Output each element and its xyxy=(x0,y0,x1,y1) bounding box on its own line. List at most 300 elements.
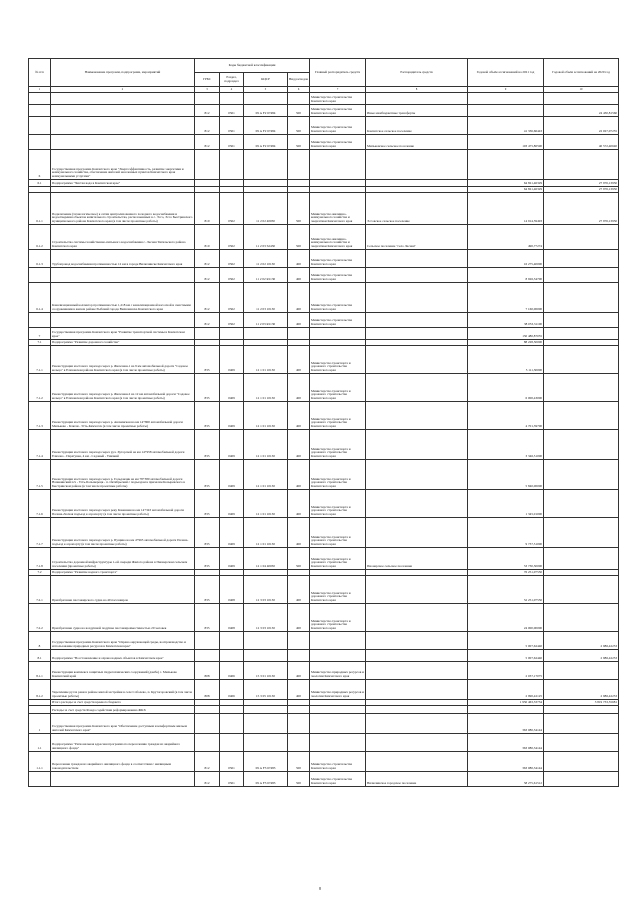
row-vr: 400 xyxy=(288,662,310,680)
row-vr: 400 xyxy=(288,430,310,460)
row-grbs xyxy=(195,734,220,752)
row-volume-2 xyxy=(544,402,619,430)
row-vr: 400 xyxy=(288,680,310,700)
header-codes-group: Коды бюджетной классификации xyxy=(195,59,310,73)
table-row xyxy=(29,328,619,340)
row-ksr: 11 2 03 10130 xyxy=(244,283,288,313)
table-row xyxy=(29,268,619,283)
row-grbs: 812 xyxy=(195,117,220,135)
row-grbs: 812 xyxy=(195,250,220,268)
row-ksr: 12 1 01 10130 xyxy=(244,402,288,430)
row-volume-2 xyxy=(544,283,619,313)
row-grbs xyxy=(195,150,220,180)
row-volume-2: 24 430,81560 xyxy=(544,105,619,117)
row-number: 6.1.4 xyxy=(29,283,51,313)
table-row xyxy=(29,430,619,460)
table-row xyxy=(29,548,619,570)
row-number: 7.1.7 xyxy=(29,518,51,548)
row-name: Реконструкция мостового перехода через реку Каменная на км 14+343 автомобильной дороги Палана-Лесная подъезд к аэропорту (в том числе проектные работы) xyxy=(51,490,195,518)
row-vr xyxy=(288,734,310,752)
row-name xyxy=(51,135,195,150)
row-main-admin: Министерство строительства Камчатского края xyxy=(310,105,366,117)
row-name: Государственная программа Камчатского края "Энергоэффективность, развитие энергетики и коммунального хозяйства, обеспечение жителей населенных пунктов Камчатского края коммунальными услугами" xyxy=(51,150,195,180)
row-volume-1: 363 080,34144 xyxy=(468,714,544,734)
row-volume-2 xyxy=(544,734,619,752)
row-volume-1: 58 275,61512 xyxy=(468,772,544,787)
row-razdel: 0409 xyxy=(220,402,244,430)
row-main-admin: Министерство транспорта и дорожного строительства Камчатского края xyxy=(310,402,366,430)
row-main-admin: Министерство транспорта и дорожного строительства Камчатского края xyxy=(310,548,366,570)
row-number: 7 xyxy=(29,328,51,340)
table-row xyxy=(29,250,619,268)
row-main-admin: Министерство строительства Камчатского края xyxy=(310,250,366,268)
row-recipient xyxy=(366,374,468,402)
table-row xyxy=(29,313,619,328)
row-grbs: 835 xyxy=(195,430,220,460)
row-name: Подпрограмма "Восстановление и охрана водных объектов в Камчатском крае" xyxy=(51,650,195,662)
row-recipient xyxy=(366,250,468,268)
row-ksr: 12 3 03 10130 xyxy=(244,576,288,604)
table-row xyxy=(29,706,619,714)
row-number: 7.1.1 xyxy=(29,346,51,374)
row-grbs: 835 xyxy=(195,604,220,632)
row-vr: 400 xyxy=(288,576,310,604)
row-recipient xyxy=(366,518,468,548)
table-row xyxy=(29,460,619,490)
table-row xyxy=(29,680,619,700)
header-name: Наименование программ, подпрограмм, мероприятий xyxy=(51,59,195,87)
row-volume-2 xyxy=(544,604,619,632)
table-row xyxy=(29,734,619,752)
row-vr: 400 xyxy=(288,490,310,518)
row-volume-2: 2 986,42253 xyxy=(544,680,619,700)
row-grbs: 812 xyxy=(195,135,220,150)
row-name: Строительство системы хозяйственно-питьевого водоснабжения с. Лесная Тигильского района Камчатского края xyxy=(51,225,195,250)
row-main-admin: Министерство транспорта и дорожного строительства Камчатского края xyxy=(310,490,366,518)
row-recipient xyxy=(366,402,468,430)
row-number: 8.1.1 xyxy=(29,662,51,680)
row-recipient xyxy=(366,430,468,460)
row-volume-1: 1 345,01000 xyxy=(468,490,544,518)
row-grbs: 835 xyxy=(195,460,220,490)
row-vr xyxy=(288,180,310,187)
row-ksr: 12 1 04 40030 xyxy=(244,548,288,570)
row-volume-1: 7 160,00000 xyxy=(468,283,544,313)
table-row xyxy=(29,117,619,135)
row-vr: 400 xyxy=(288,374,310,402)
row-ksr: 12 1 01 10130 xyxy=(244,460,288,490)
row-ksr: 09 А F2 67484 xyxy=(244,135,288,150)
row-vr: 400 xyxy=(288,460,310,490)
row-volume-1 xyxy=(468,706,544,714)
row-vr: 500 xyxy=(288,225,310,250)
row-number: 7.2.1 xyxy=(29,576,51,604)
row-ksr: 11 2 03 R1130 xyxy=(244,313,288,328)
row-name: Подключение (технологическое) к сетям централизованного холодного водоснабжения и водоотведения объектов капитального строительства, расположенных в с. Эссо, Эссо Быстринского муниципального района Камчатского края (в том числе проектные работы) xyxy=(51,193,195,225)
row-razdel: 0406 xyxy=(220,680,244,700)
row-vr: 400 xyxy=(288,518,310,548)
row-recipient xyxy=(366,268,468,283)
row-volume-2 xyxy=(544,268,619,283)
row-vr: 400 xyxy=(288,402,310,430)
header-volume-2: Годовой объём ассигнований на 2020 год xyxy=(544,59,619,87)
row-volume-2 xyxy=(544,313,619,328)
row-number: 6.1.3 xyxy=(29,250,51,268)
row-number: 7.1.5 xyxy=(29,460,51,490)
row-volume-1: 16 275,40000 xyxy=(468,250,544,268)
row-volume-2 xyxy=(544,490,619,518)
row-recipient: Эссовское сельское поселение xyxy=(366,193,468,225)
row-number xyxy=(29,706,51,714)
row-name: Реконструкция мостового перехода через р. Железная-1 на 9 км автомобильной дороги "Садовое кольцо" в Елизовском районе Камчатского края (в том числе проектные работы) xyxy=(51,346,195,374)
row-main-admin: Министерство строительства Камчатского края xyxy=(310,752,366,772)
row-recipient: Иные межбюджетные трансферты xyxy=(366,105,468,117)
row-volume-1: 14 914,59493 xyxy=(468,193,544,225)
row-volume-1: 64 821,46329 xyxy=(468,187,544,193)
row-main-admin: Министерство транспорта и дорожного строительства Камчатского края xyxy=(310,430,366,460)
row-ksr: 12 3 03 10130 xyxy=(244,604,288,632)
row-main-admin xyxy=(310,734,366,752)
row-volume-1: 3 346,51000 xyxy=(468,430,544,460)
row-razdel: 0409 xyxy=(220,548,244,570)
row-recipient xyxy=(366,93,468,105)
row-volume-2 xyxy=(544,225,619,250)
row-number: 7.1.8 xyxy=(29,548,51,570)
row-vr: 400 xyxy=(288,604,310,632)
row-grbs xyxy=(195,632,220,650)
row-main-admin: Министерство строительства Камчатского края xyxy=(310,268,366,283)
column-number: 2 xyxy=(51,87,195,93)
row-number: 7.1 xyxy=(29,340,51,346)
row-name: Подпрограмма "Чистая вода в Камчатском крае" xyxy=(51,180,195,187)
row-number: 8.1 xyxy=(29,650,51,662)
row-vr: 500 xyxy=(288,548,310,570)
table-row xyxy=(29,576,619,604)
row-grbs xyxy=(195,328,220,340)
row-volume-1: 2 037,17075 xyxy=(468,662,544,680)
row-vr: 400 xyxy=(288,250,310,268)
row-name: Переселение граждан из аварийного жилищного фонда в соответствии с жилищным законодательством xyxy=(51,752,195,772)
row-grbs: 812 xyxy=(195,313,220,328)
table-row xyxy=(29,105,619,117)
row-vr: 500 xyxy=(288,135,310,150)
row-volume-1: 52 251,07550 xyxy=(468,576,544,604)
row-razdel: 0502 xyxy=(220,283,244,313)
row-number: 8.1.2 xyxy=(29,680,51,700)
row-razdel: 0409 xyxy=(220,430,244,460)
row-recipient xyxy=(366,346,468,374)
row-name: Реконструкция мостового перехода через руч. Хуторской на км 14+958 автомобильной дороги Елизово - Паратунка, 4 км - Садовый - Унизкий xyxy=(51,430,195,460)
budget-table xyxy=(28,58,619,787)
row-vr xyxy=(288,632,310,650)
row-recipient xyxy=(366,752,468,772)
row-volume-1: 41 336,66443 xyxy=(468,117,544,135)
row-volume-1 xyxy=(468,93,544,105)
table-row xyxy=(29,662,619,680)
row-razdel xyxy=(220,714,244,734)
row-volume-2 xyxy=(544,518,619,548)
row-volume-2: 27 976,13950 xyxy=(544,180,619,187)
row-number: 1.1 xyxy=(29,734,51,752)
row-name: Подпрограмма "Развитие водного транспорта" xyxy=(51,570,195,576)
row-main-admin: Министерство жилищно-коммунального хозяйства и энергетики Камчатского края xyxy=(310,225,366,250)
row-ksr: 09 А F3 67483 xyxy=(244,752,288,772)
row-volume-1 xyxy=(468,105,544,117)
row-number: 8 xyxy=(29,632,51,650)
header-ksr: КЦСР xyxy=(244,73,288,87)
row-ksr: 11 2 03 S2430 xyxy=(244,225,288,250)
row-ksr xyxy=(244,706,288,714)
row-number xyxy=(29,313,51,328)
row-razdel: 0409 xyxy=(220,518,244,548)
row-number: 6.1 xyxy=(29,180,51,187)
row-ksr: 12 1 01 10130 xyxy=(244,430,288,460)
row-main-admin: Министерство природных ресурсов и экологии Камчатского края xyxy=(310,680,366,700)
header-grbs: ГРБС xyxy=(195,73,220,87)
row-ksr: 12 1 01 10130 xyxy=(244,490,288,518)
row-grbs: 812 xyxy=(195,752,220,772)
table-row xyxy=(29,772,619,787)
row-grbs: 812 xyxy=(195,268,220,283)
row-vr xyxy=(288,714,310,734)
row-volume-1: 76 251,07550 xyxy=(468,570,544,576)
row-name xyxy=(51,93,195,105)
row-volume-2 xyxy=(544,93,619,105)
row-main-admin xyxy=(310,180,366,187)
row-volume-2 xyxy=(544,250,619,268)
row-volume-1: 5 007,62440 xyxy=(468,650,544,662)
row-razdel: 0501 xyxy=(220,772,244,787)
row-ksr: 12 1 01 10130 xyxy=(244,518,288,548)
row-grbs: 812 xyxy=(195,772,220,787)
row-volume-2 xyxy=(544,576,619,604)
row-main-admin xyxy=(310,328,366,340)
row-razdel: 0501 xyxy=(220,752,244,772)
table-row xyxy=(29,752,619,772)
row-volume-1: 64 821,46329 xyxy=(468,180,544,187)
row-name: Канализационный коллектор протяженностью 1,218 км с канализационной насосной и очистными сооружениями в жилом районе Рыбачий города Вилючинска Камчатского края xyxy=(51,283,195,313)
row-volume-2: 2 986,42253 xyxy=(544,632,619,650)
row-ksr xyxy=(244,328,288,340)
row-vr: 500 xyxy=(288,117,310,135)
table-body xyxy=(29,93,619,787)
row-grbs xyxy=(195,714,220,734)
row-vr xyxy=(288,150,310,180)
row-number: 6.1.1 xyxy=(29,193,51,225)
row-name xyxy=(51,268,195,283)
row-number xyxy=(29,93,51,105)
row-main-admin: Министерство природных ресурсов и экологии Камчатского края xyxy=(310,662,366,680)
row-vr xyxy=(288,93,310,105)
row-volume-1: 103 475,80590 xyxy=(468,135,544,150)
row-volume-1: 490,77274 xyxy=(468,225,544,250)
row-main-admin xyxy=(310,714,366,734)
row-vr: 500 xyxy=(288,772,310,787)
row-volume-1: 24 000,00000 xyxy=(468,604,544,632)
row-recipient: Пионерское сельское поселение xyxy=(366,548,468,570)
row-razdel: 0502 xyxy=(220,193,244,225)
row-volume-1: 5 111,30000 xyxy=(468,346,544,374)
row-recipient xyxy=(366,150,468,180)
row-volume-1: 9 737,51000 xyxy=(468,518,544,548)
row-razdel: 0502 xyxy=(220,225,244,250)
row-razdel: 0409 xyxy=(220,460,244,490)
row-ksr xyxy=(244,734,288,752)
row-recipient xyxy=(366,180,468,187)
row-razdel: 0409 xyxy=(220,346,244,374)
row-ksr xyxy=(244,650,288,662)
column-number: 4 xyxy=(220,87,244,93)
row-razdel xyxy=(220,93,244,105)
row-main-admin: Министерство строительства Камчатского края xyxy=(310,283,366,313)
row-number xyxy=(29,105,51,117)
row-main-admin: Министерство транспорта и дорожного строительства Камчатского края xyxy=(310,604,366,632)
row-ksr xyxy=(244,93,288,105)
row-volume-2 xyxy=(544,706,619,714)
row-recipient: Мильковское сельское поселение xyxy=(366,135,468,150)
row-vr: 400 xyxy=(288,283,310,313)
row-razdel: 0502 xyxy=(220,313,244,328)
row-vr xyxy=(288,328,310,340)
row-name: Реконструкция комплекса защитных гидротехнических сооружений (дамба) с. Мильково Камчатский край xyxy=(51,662,195,680)
row-razdel xyxy=(220,650,244,662)
row-razdel: 0409 xyxy=(220,490,244,518)
row-volume-1: 363 080,34144 xyxy=(468,752,544,772)
table-row xyxy=(29,93,619,105)
row-grbs: 812 xyxy=(195,283,220,313)
row-main-admin: Министерство транспорта и дорожного строительства Камчатского края xyxy=(310,576,366,604)
row-number: 7.1.2 xyxy=(29,374,51,402)
row-grbs xyxy=(195,180,220,187)
row-grbs: 835 xyxy=(195,402,220,430)
row-recipient xyxy=(366,734,468,752)
row-name xyxy=(51,313,195,328)
row-recipient: Вилючинское городское поселение xyxy=(366,772,468,787)
header-razdel: Раздел, подраздел xyxy=(220,73,244,87)
row-volume-2 xyxy=(544,662,619,680)
row-recipient xyxy=(366,650,468,662)
row-volume-2 xyxy=(544,772,619,787)
row-grbs: 835 xyxy=(195,518,220,548)
row-ksr: 11 2 02 40030 xyxy=(244,193,288,225)
row-volume-2 xyxy=(544,430,619,460)
row-grbs xyxy=(195,706,220,714)
row-grbs: 810 xyxy=(195,225,220,250)
table-row xyxy=(29,604,619,632)
table-row xyxy=(29,135,619,150)
row-ksr xyxy=(244,714,288,734)
row-name: Приобретение судна на воздушной подушке пассажировместимостью 20 человек xyxy=(51,604,195,632)
row-grbs: 812 xyxy=(195,105,220,117)
row-recipient: Сельское поселение "село Лесная" xyxy=(366,225,468,250)
row-volume-2 xyxy=(544,460,619,490)
row-name: Укрепление русла реки в районе жилой застройки в селе Соболево, п. Крутогоровский (в том числе проектные работы) xyxy=(51,680,195,700)
row-number: 1.1.1 xyxy=(29,752,51,772)
row-volume-2 xyxy=(544,346,619,374)
row-vr: 500 xyxy=(288,752,310,772)
row-main-admin: Министерство строительства Камчатского края xyxy=(310,93,366,105)
row-number: 7.1.6 xyxy=(29,490,51,518)
row-volume-1: 150 480,87055 xyxy=(468,328,544,340)
row-name: Подпрограмма "Региональная адресная программа по переселению граждан из аварийного жилищного фонда" xyxy=(51,734,195,752)
table-row xyxy=(29,490,619,518)
row-grbs: 835 xyxy=(195,548,220,570)
row-name: Подпрограмма "Развитие дорожного хозяйства" xyxy=(51,340,195,346)
row-recipient xyxy=(366,706,468,714)
row-name: Государственная программа Камчатского края "Охрана окружающей среды, воспроизводство и использование природных ресурсов в Камчатском крае" xyxy=(51,632,195,650)
row-grbs: 808 xyxy=(195,680,220,700)
row-recipient xyxy=(366,328,468,340)
row-name: Приобретение пассажирского судна на 40 пассажиров xyxy=(51,576,195,604)
row-razdel xyxy=(220,328,244,340)
row-vr xyxy=(288,650,310,662)
row-number xyxy=(29,268,51,283)
row-grbs xyxy=(195,93,220,105)
table-row xyxy=(29,346,619,374)
row-razdel: 0502 xyxy=(220,268,244,283)
row-recipient xyxy=(366,283,468,313)
row-main-admin: Министерство транспорта и дорожного строительства Камчатского края xyxy=(310,346,366,374)
row-main-admin xyxy=(310,706,366,714)
row-main-admin: Министерство жилищно-коммунального хозяйства и энергетики Камчатского края xyxy=(310,193,366,225)
row-number: 7.1.3 xyxy=(29,402,51,430)
row-name xyxy=(51,105,195,117)
row-recipient xyxy=(366,460,468,490)
column-number: 10 xyxy=(544,87,619,93)
column-number: 1 xyxy=(29,87,51,93)
row-volume-2 xyxy=(544,374,619,402)
row-recipient xyxy=(366,604,468,632)
row-grbs xyxy=(195,650,220,662)
row-main-admin: Министерство транспорта и дорожного строительства Камчатского края xyxy=(310,518,366,548)
row-name: Строительство дорожной инфраструктуры 1-ой очереди Жилого района в Пионерском сельском поселении (проектные работы) xyxy=(51,548,195,570)
row-volume-1: 8 926,34700 xyxy=(468,268,544,283)
row-main-admin xyxy=(310,150,366,180)
row-recipient xyxy=(366,714,468,734)
header-vr: Вид расходов xyxy=(288,73,310,87)
row-volume-2: 27 976,13950 xyxy=(544,193,619,225)
row-ksr xyxy=(244,180,288,187)
row-volume-1: 38 053,31100 xyxy=(468,313,544,328)
row-volume-1: 5 007,62440 xyxy=(468,632,544,650)
row-main-admin xyxy=(310,632,366,650)
column-number: 9 xyxy=(468,87,544,93)
row-ksr xyxy=(244,150,288,180)
table-row xyxy=(29,632,619,650)
row-main-admin: Министерство строительства Камчатского края xyxy=(310,135,366,150)
row-name: Реконструкция мостового перехода через р. Пущина на км 4+965 автомобильной дороги Палана-подъезд к аэропорту (в том числе проектные работы) xyxy=(51,518,195,548)
column-number: 8 xyxy=(366,87,468,93)
table-row xyxy=(29,518,619,548)
row-volume-1: 88 228,50000 xyxy=(468,340,544,346)
row-number: 1 xyxy=(29,714,51,734)
table-row xyxy=(29,714,619,734)
row-razdel xyxy=(220,150,244,180)
row-number: 7.1.4 xyxy=(29,430,51,460)
row-main-admin: Министерство строительства Камчатского края xyxy=(310,313,366,328)
row-recipient xyxy=(366,576,468,604)
row-razdel: 0408 xyxy=(220,576,244,604)
row-name: Реконструкция мостового перехода через р. Авачинская на км 14+800 автомобильной дороги Мильково - Ключи - Усть-Камчатск (в том числе проектные работы) xyxy=(51,402,195,430)
column-number: 5 xyxy=(244,87,288,93)
row-name: Государственная программа Камчатского края "Развитие транспортной системы в Камчатском крае" xyxy=(51,328,195,340)
table-row xyxy=(29,150,619,180)
row-ksr: 11 2 02 R1130 xyxy=(244,268,288,283)
row-volume-2 xyxy=(544,328,619,340)
row-volume-2 xyxy=(544,150,619,180)
column-number: 3 xyxy=(195,87,220,93)
row-vr: 400 xyxy=(288,346,310,374)
